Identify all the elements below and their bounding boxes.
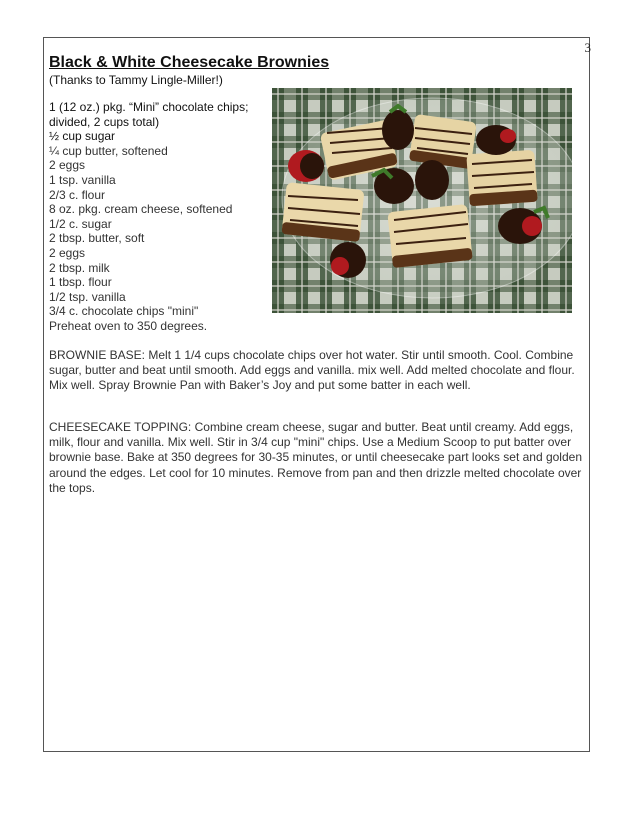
- ingredient-item: 1/2 tsp. vanilla: [49, 289, 126, 304]
- ingredient-item: 2 eggs: [49, 245, 86, 260]
- ingredient-list: [49, 100, 269, 334]
- brownie: [409, 114, 477, 169]
- ingredient-item: 2 eggs: [49, 158, 86, 173]
- page-number: 3: [584, 40, 591, 55]
- brownie: [466, 150, 537, 207]
- ingredient-item: ¼ cup butter, softened: [49, 143, 168, 158]
- strawberry: [330, 242, 366, 278]
- strawberry: [415, 160, 449, 200]
- ingredient-item: 1 tbsp. flour: [49, 275, 112, 290]
- ingredient-item: 1 tsp. vanilla: [49, 172, 116, 187]
- brownie-base-instructions: BROWNIE BASE: Melt 1 1/4 cups chocolate chips over hot water. Stir until smooth. Cool. Combine sugar, butter and beat until smooth. Add eggs and vanilla. mix well. Add melted chocolate and flour. Mix well. Spray Brownie Pan with Baker’s Joy and put some batter in each well.: [49, 348, 575, 393]
- ingredient-item: divided, 2 cups total): [49, 114, 160, 129]
- ingredient-item: ½ cup sugar: [49, 129, 116, 144]
- ingredient-item: 1 (12 oz.) pkg. “Mini” chocolate chips;: [49, 100, 249, 114]
- preheat-instruction: Preheat oven to 350 degrees.: [49, 318, 208, 333]
- strawberry: [288, 150, 324, 182]
- ingredient-item: 2 tbsp. butter, soft: [49, 231, 145, 246]
- recipe-title: Black & White Cheesecake Brownies: [49, 54, 330, 71]
- ingredient-item: 2/3 c. flour: [49, 187, 106, 202]
- brownie: [387, 204, 472, 268]
- ingredient-item: 1/2 c. sugar: [49, 216, 112, 231]
- recipe-credit: (Thanks to Tammy Lingle-Miller!): [49, 73, 223, 87]
- brownies-photo: [272, 88, 572, 313]
- brownie: [281, 182, 364, 242]
- ingredient-item: 2 tbsp. milk: [49, 260, 110, 275]
- strawberry: [476, 125, 516, 155]
- ingredient-item: 8 oz. pkg. cream cheese, softened: [49, 202, 233, 217]
- cheesecake-topping-instructions: CHEESECAKE TOPPING: Combine cream cheese, sugar and butter. Beat until creamy. Add eggs, milk, flour and vanilla. Mix well. Stir in 3/4 cup "mini" chips. Use a Medium Scoop to put batter over brownie base. Bake at 350 degrees for 30-35 minutes, or until cheesecake part looks set and golden around the edges. Let cool for 10 minutes. Remove from pan and then drizzle melted chocolate over the tops.: [49, 420, 582, 495]
- ingredient-item: 3/4 c. chocolate chips "mini": [49, 304, 199, 319]
